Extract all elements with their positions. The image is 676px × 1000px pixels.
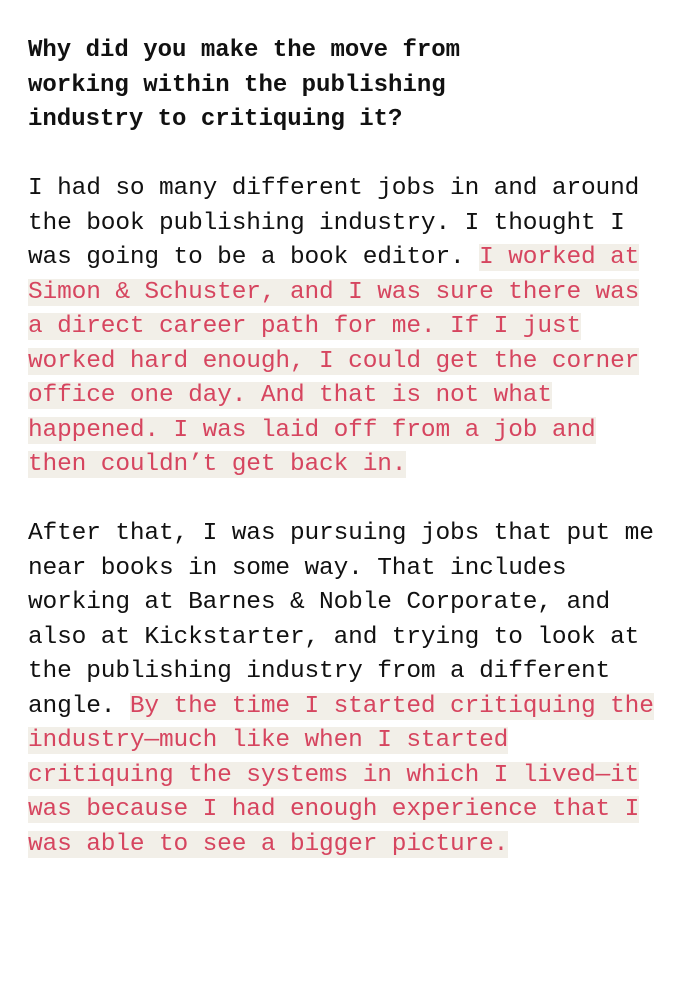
interview-document: [28, 34, 658, 862]
highlighted-quote-2: By the time I started critiquing the industry—much like when I started critiquing the systems in which I lived—it was because I had enough experience that I was able to see a bigger picture.: [28, 692, 654, 858]
answer-paragraph-1-plain: I had so many different jobs in and around the book publishing industry. I thought I was going to be a book editor.: [28, 175, 640, 271]
answer-paragraph-1: [28, 172, 658, 483]
answer-paragraph-2-plain: After that, I was pursuing jobs that put me near books in some way. That includes working at Barnes & Noble Corporate, and also at Kickstarter, and trying to look at the publishing industry from a different angle.: [28, 520, 654, 720]
answer-paragraph-2: [28, 517, 658, 862]
interview-question: Why did you make the move from working within the publishing industry to critiquing it?: [28, 37, 461, 133]
highlighted-quote-1: I worked at Simon & Schuster, and I was sure there was a direct career path for me. If I just worked hard enough, I could get the corner office one day. And that is not what happened. I was laid off from a job and then couldn’t get back in.: [28, 244, 640, 478]
